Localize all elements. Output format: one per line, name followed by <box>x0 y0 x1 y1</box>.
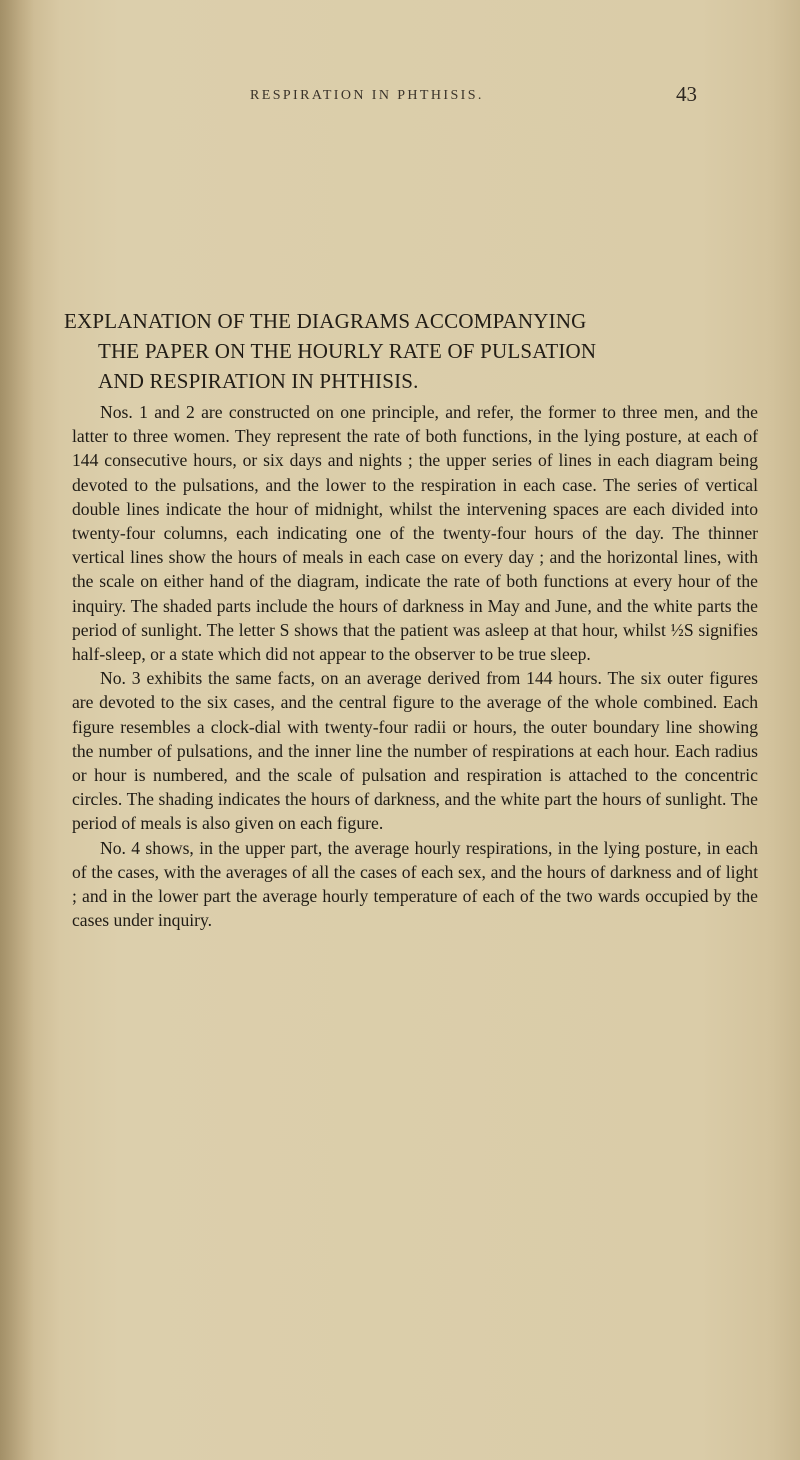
section-title <box>64 306 754 396</box>
paragraph-diagrams-1-2: Nos. 1 and 2 are constructed on one principle, and refer, the former to three men, and the latter to three women. They represent the rate of both functions, in the lying posture, at each of 144 consecutive hours, or six days and nights ; the upper series of lines in each diagram being devoted to the pulsations, and the lower to the respiration in each case. The series of vertical double lines indicate the hour of midnight, whilst the intervening spaces are each divided into twenty-four columns, each indicating one of the twenty-four hours of the day. The thinner vertical lines show the hours of meals in each case on every day ; and the horizontal lines, with the scale on either hand of the diagram, indicate the rate of both functions at every hour of the inquiry. The shaded parts include the hours of darkness in May and June, and the white parts the period of sunlight. The letter S shows that the patient was asleep at that hour, whilst ½S signifies half-sleep, or a state which did not appear to the observer to be true sleep. <box>72 402 758 665</box>
running-head: RESPIRATION IN PHTHISIS. <box>250 88 484 103</box>
page-number: 43 <box>676 82 697 106</box>
paragraph-diagram-3: No. 3 exhibits the same facts, on an average derived from 144 hours. The six outer figures are devoted to the six cases, and the central figure to the average of the whole combined. Each figure resembles a clock-dial with twenty-four radii or hours, the outer boundary line showing the number of pulsations, and the inner line the number of respirations at each hour. Each radius or hour is numbered, and the scale of pulsation and respiration is attached to the concentric circles. The shading indicates the hours of darkness, and the white part the hours of sunlight. The period of meals is also given on each figure. <box>72 668 758 834</box>
section-title-line: EXPLANATION OF THE DIAGRAMS ACCOMPANYING <box>64 309 587 333</box>
section-title-line: THE PAPER ON THE HOURLY RATE OF PULSATION <box>98 339 597 363</box>
section-title-line: AND RESPIRATION IN PHTHISIS. <box>98 369 419 393</box>
body-text <box>72 400 758 932</box>
paragraph-diagram-4: No. 4 shows, in the upper part, the average hourly respirations, in the lying posture, in each of the cases, with the averages of all the cases of each sex, and the hours of darkness and of light ; and in the lower part the average hourly temperature of each of the two wards occupied by the cases under inquiry. <box>72 837 758 931</box>
